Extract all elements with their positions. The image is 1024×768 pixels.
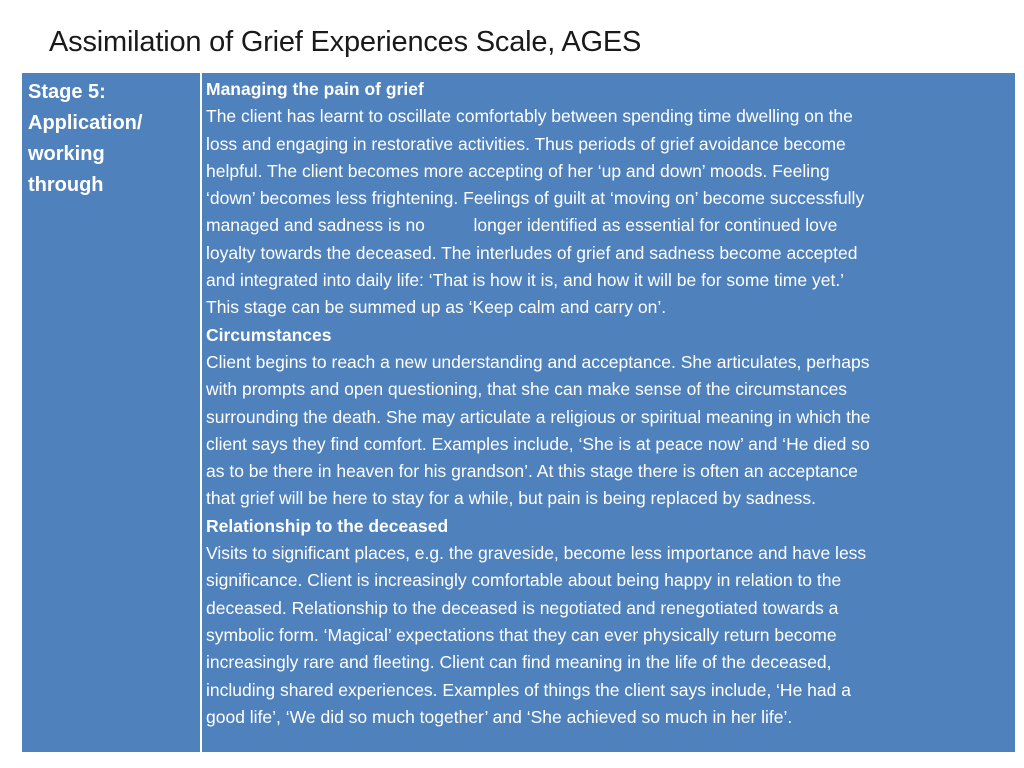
stage-label-line: working (28, 143, 105, 165)
section-line: loss and engaging in restorative activities. Thus periods of grief avoidance become (206, 133, 846, 154)
stage-label-line: through (28, 174, 104, 196)
section-line: symbolic form. ‘Magical’ expectations that they can ever physically return become (206, 624, 837, 645)
section-heading-pain: Managing the pain of grief (206, 79, 424, 99)
section-line: loyalty towards the deceased. The interludes of grief and sadness become accepted (206, 242, 858, 263)
section-line: significance. Client is increasingly comfortable about being happy in relation to the (206, 570, 842, 591)
section-line: including shared experiences. Examples of things the client says include, ‘He had a (206, 679, 851, 700)
section-line: deceased. Relationship to the deceased is negotiated and renegotiated towards a (206, 597, 839, 618)
section-line: ‘down’ becomes less frightening. Feelings of guilt at ‘moving on’ become successfully (206, 188, 865, 209)
section-line: The client has learnt to oscillate comfortably between spending time dwelling on the (206, 106, 853, 127)
section-line: Client begins to reach a new understanding and acceptance. She articulates, perhaps (206, 351, 870, 372)
section-line: that grief will be here to stay for a while, but pain is being replaced by sadness. (206, 488, 816, 509)
stage-label-line: Stage 5: (28, 81, 106, 103)
section-heading-circumstances: Circumstances (206, 324, 332, 345)
section-line: increasingly rare and fleeting. Client can find meaning in the life of the deceased, (206, 652, 832, 673)
section-line: helpful. The client becomes more accepting of her ‘up and down’ moods. Feeling (206, 160, 830, 181)
section-line: good life’, ‘We did so much together’ and ‘She achieved so much in her life’. (206, 706, 793, 727)
section-line: client says they find comfort. Examples include, ‘She is at peace now’ and ‘He died so (206, 433, 870, 454)
stage-label (28, 77, 188, 201)
stage-label-line: Application/ (28, 112, 143, 134)
stage-table (21, 72, 1016, 753)
section-line: managed and sadness is no longer identified as essential for continued love (206, 215, 838, 236)
page-title: Assimilation of Grief Experiences Scale, AGES (49, 26, 642, 58)
section-line: with prompts and open questioning, that she can make sense of the circumstances (206, 379, 848, 400)
section-heading-relationship: Relationship to the deceased (206, 515, 449, 536)
column-divider (200, 73, 202, 752)
section-line: surrounding the death. She may articulate a religious or spiritual meaning in which the (206, 406, 871, 427)
section-line: This stage can be summed up as ‘Keep calm and carry on’. (206, 297, 667, 318)
section-line: Visits to significant places, e.g. the graveside, become less importance and have less (206, 543, 867, 564)
stage-description (206, 76, 1012, 731)
section-line: and integrated into daily life: ‘That is how it is, and how it will be for some time yet.’ (206, 270, 845, 291)
section-line: as to be there in heaven for his grandson’. At this stage there is often an acceptance (206, 461, 858, 482)
